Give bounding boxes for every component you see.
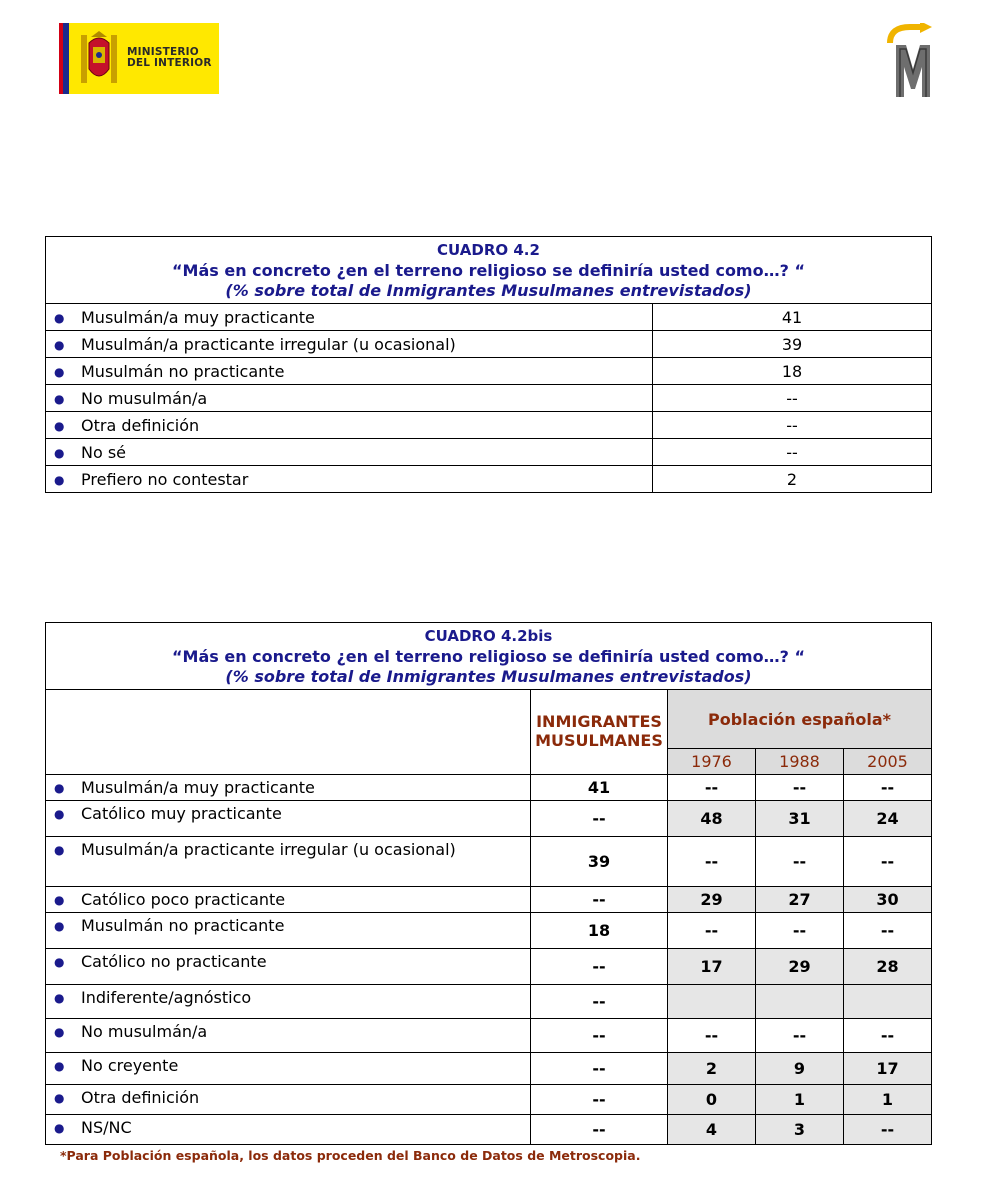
- row-label: Musulmán/a practicante irregular (u ocasional): [81, 840, 456, 859]
- value-1988: [756, 985, 844, 1019]
- value-2005: 28: [844, 949, 932, 985]
- value-1976: 4: [668, 1115, 756, 1145]
- footnote: *Para Población española, los datos proceden del Banco de Datos de Metroscopia.: [60, 1148, 641, 1163]
- bullet-icon: ●: [54, 781, 65, 795]
- row-label: No musulmán/a: [81, 388, 208, 408]
- bullet-icon: ●: [54, 807, 65, 821]
- inmigrantes-value: --: [531, 1115, 668, 1145]
- table-title: CUADRO 4.2bis: [424, 627, 553, 645]
- row-label: Musulmán/a muy practicante: [81, 778, 315, 797]
- header-year-2005: 2005: [844, 749, 932, 775]
- header-year-1976: 1976: [668, 749, 756, 775]
- row-value: --: [653, 412, 932, 439]
- row-label-cell: [46, 412, 653, 439]
- value-1988: 27: [756, 887, 844, 913]
- row-label-cell: [46, 985, 531, 1019]
- row-value: --: [653, 439, 932, 466]
- ministry-logo-text: [127, 47, 212, 69]
- row-label: No musulmán/a: [81, 1022, 208, 1041]
- bullet-icon: ●: [54, 418, 65, 433]
- row-label: Prefiero no contestar: [81, 469, 249, 489]
- value-1976: --: [668, 1019, 756, 1053]
- value-2005: 30: [844, 887, 932, 913]
- bullet-icon: ●: [54, 991, 65, 1005]
- flag-stripe-blue: [63, 23, 69, 94]
- value-1988: --: [756, 837, 844, 887]
- table-row: [46, 439, 932, 466]
- row-label-cell: [46, 801, 531, 837]
- value-1976: 29: [668, 887, 756, 913]
- value-1976: 48: [668, 801, 756, 837]
- inmigrantes-value: --: [531, 949, 668, 985]
- value-1976: --: [668, 837, 756, 887]
- cuadro-4-2bis-table: [45, 622, 932, 1145]
- row-label: Indiferente/agnóstico: [81, 988, 252, 1007]
- value-2005: 17: [844, 1053, 932, 1085]
- table-row: [46, 304, 932, 331]
- table-row: [46, 1053, 932, 1085]
- table-row: [46, 913, 932, 949]
- bullet-icon: ●: [54, 1121, 65, 1135]
- inmigrantes-value: --: [531, 985, 668, 1019]
- table-row: [46, 1115, 932, 1145]
- row-label-cell: [46, 1019, 531, 1053]
- row-label: Musulmán/a muy practicante: [81, 307, 315, 327]
- value-1976: 0: [668, 1085, 756, 1115]
- row-label-cell: [46, 304, 653, 331]
- row-label-cell: [46, 1085, 531, 1115]
- value-1988: 9: [756, 1053, 844, 1085]
- value-2005: --: [844, 1115, 932, 1145]
- row-value: 2: [653, 466, 932, 493]
- row-label-cell: [46, 385, 653, 412]
- header-poblacion-espanola: Población española*: [668, 690, 932, 749]
- row-value: 18: [653, 358, 932, 385]
- bullet-icon: ●: [54, 843, 65, 857]
- row-label-cell: [46, 837, 531, 887]
- row-label-cell: [46, 949, 531, 985]
- table-caption: [46, 237, 932, 304]
- value-2005: 24: [844, 801, 932, 837]
- row-label-cell: [46, 1053, 531, 1085]
- value-1976: [668, 985, 756, 1019]
- ministry-logo-line2: DEL INTERIOR: [127, 57, 212, 69]
- row-label-cell: [46, 439, 653, 466]
- inmigrantes-value: 18: [531, 913, 668, 949]
- row-label-cell: [46, 358, 653, 385]
- row-label: Musulmán/a practicante irregular (u ocasional): [81, 334, 456, 354]
- table-row: [46, 358, 932, 385]
- table-row: [46, 887, 932, 913]
- inmigrantes-value: --: [531, 887, 668, 913]
- header-inmigrantes-line2: MUSULMANES: [535, 731, 663, 750]
- table-subtitle: (% sobre total de Inmigrantes Musulmanes entrevistados): [225, 667, 752, 686]
- value-2005: --: [844, 775, 932, 801]
- inmigrantes-value: 39: [531, 837, 668, 887]
- value-2005: [844, 985, 932, 1019]
- table-row: [46, 412, 932, 439]
- value-1976: --: [668, 775, 756, 801]
- row-value: 39: [653, 331, 932, 358]
- row-label-cell: [46, 1115, 531, 1145]
- bullet-icon: ●: [54, 1025, 65, 1039]
- row-label: No creyente: [81, 1056, 179, 1075]
- row-label: Musulmán no practicante: [81, 361, 285, 381]
- table-row: [46, 837, 932, 887]
- table-row: [46, 331, 932, 358]
- row-label: NS/NC: [81, 1118, 132, 1137]
- table-question: “Más en concreto ¿en el terreno religioso se definiría usted como…? “: [172, 261, 805, 280]
- metroscopia-logo: [880, 23, 942, 99]
- value-2005: 1: [844, 1085, 932, 1115]
- value-2005: --: [844, 913, 932, 949]
- value-1976: 2: [668, 1053, 756, 1085]
- inmigrantes-value: --: [531, 801, 668, 837]
- table-row: [46, 985, 932, 1019]
- inmigrantes-value: --: [531, 1053, 668, 1085]
- value-1988: 31: [756, 801, 844, 837]
- bullet-icon: ●: [54, 391, 65, 406]
- inmigrantes-value: --: [531, 1085, 668, 1115]
- ministerio-interior-logo: [59, 23, 219, 94]
- bullet-icon: ●: [54, 445, 65, 460]
- row-value: --: [653, 385, 932, 412]
- header-year-1988: 1988: [756, 749, 844, 775]
- table-row: [46, 1019, 932, 1053]
- row-label-cell: [46, 466, 653, 493]
- table-row: [46, 775, 932, 801]
- header-inmigrantes-musulmanes: [531, 690, 668, 775]
- bullet-icon: ●: [54, 919, 65, 933]
- row-label: Musulmán no practicante: [81, 916, 285, 935]
- header-blank-cell: [46, 690, 531, 775]
- table-title: CUADRO 4.2: [437, 241, 540, 259]
- cuadro-4-2-table: [45, 236, 932, 493]
- table-row: [46, 385, 932, 412]
- bullet-icon: ●: [54, 955, 65, 969]
- row-label: Católico poco practicante: [81, 890, 286, 909]
- value-1988: --: [756, 913, 844, 949]
- row-label: Católico muy practicante: [81, 804, 282, 823]
- bullet-icon: ●: [54, 893, 65, 907]
- ministry-logo-line1: MINISTERIO: [127, 46, 199, 58]
- row-label-cell: [46, 887, 531, 913]
- row-label: Otra definición: [81, 415, 200, 435]
- table-caption: [46, 623, 932, 690]
- bullet-icon: ●: [54, 1059, 65, 1073]
- bullet-icon: ●: [54, 337, 65, 352]
- table-row: [46, 949, 932, 985]
- row-label-cell: [46, 775, 531, 801]
- header-inmigrantes-line1: INMIGRANTES: [536, 712, 662, 731]
- row-value: 41: [653, 304, 932, 331]
- inmigrantes-value: 41: [531, 775, 668, 801]
- value-1988: 3: [756, 1115, 844, 1145]
- value-2005: --: [844, 1019, 932, 1053]
- row-label-cell: [46, 331, 653, 358]
- table-subtitle: (% sobre total de Inmigrantes Musulmanes entrevistados): [225, 281, 752, 300]
- bullet-icon: ●: [54, 310, 65, 325]
- coat-of-arms-icon: [77, 29, 121, 89]
- bullet-icon: ●: [54, 1091, 65, 1105]
- row-label: Otra definición: [81, 1088, 200, 1107]
- value-1976: 17: [668, 949, 756, 985]
- table-row: [46, 1085, 932, 1115]
- table-row: [46, 466, 932, 493]
- value-1976: --: [668, 913, 756, 949]
- row-label-cell: [46, 913, 531, 949]
- inmigrantes-value: --: [531, 1019, 668, 1053]
- value-2005: --: [844, 837, 932, 887]
- table-row: [46, 801, 932, 837]
- value-1988: 1: [756, 1085, 844, 1115]
- value-1988: --: [756, 775, 844, 801]
- row-label: No sé: [81, 442, 127, 462]
- row-label: Católico no practicante: [81, 952, 267, 971]
- table-question: “Más en concreto ¿en el terreno religioso se definiría usted como…? “: [172, 647, 805, 666]
- bullet-icon: ●: [54, 364, 65, 379]
- value-1988: --: [756, 1019, 844, 1053]
- value-1988: 29: [756, 949, 844, 985]
- bullet-icon: ●: [54, 472, 65, 487]
